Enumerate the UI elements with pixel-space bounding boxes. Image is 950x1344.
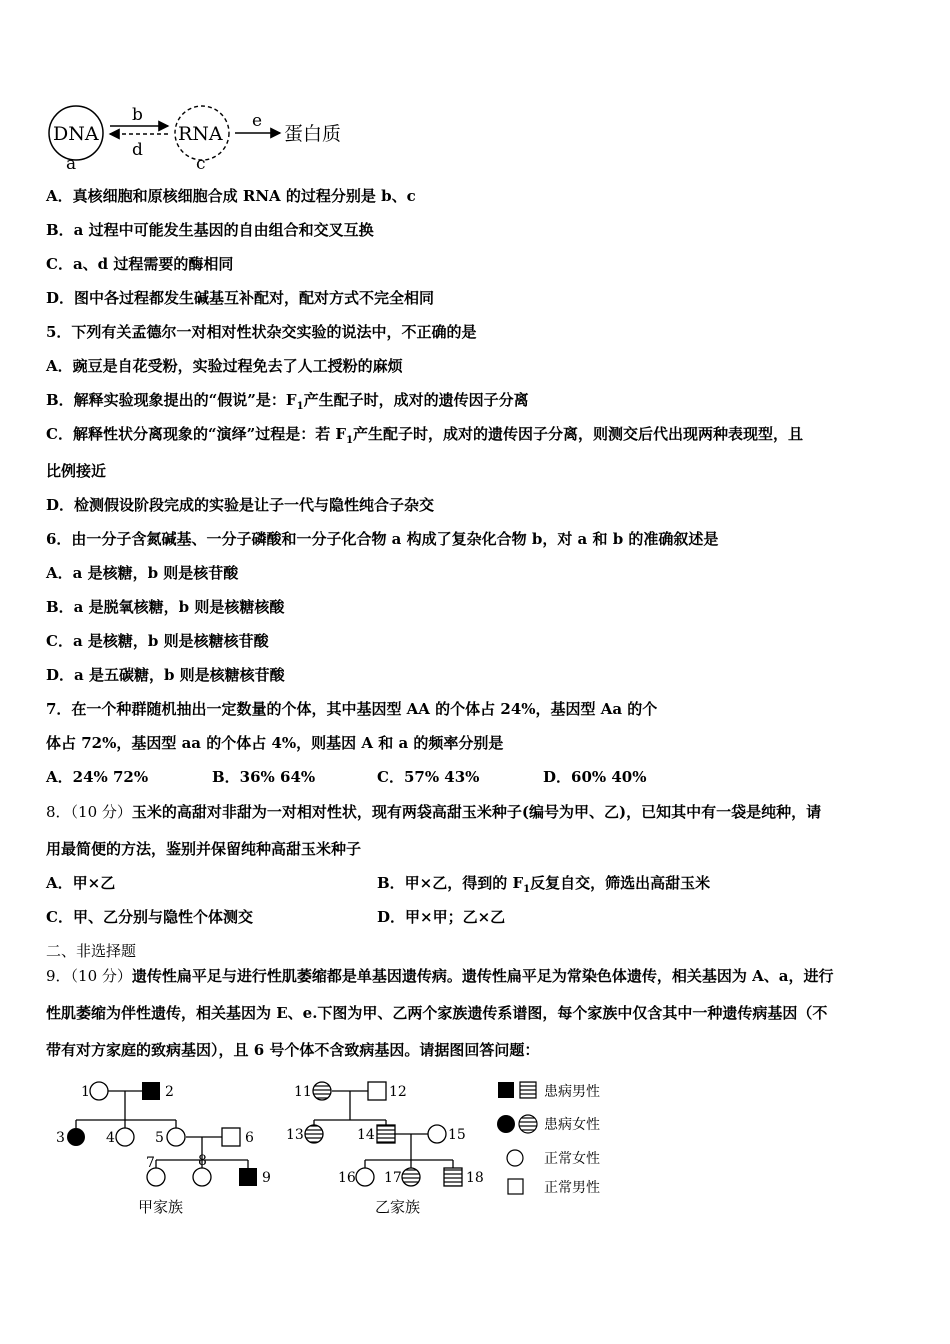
id-9: 9 bbox=[262, 1170, 271, 1186]
q5-option-a: A．豌豆是自花受粉，实验过程免去了人工授粉的麻烦 bbox=[46, 357, 403, 375]
q5-b-sub: 1 bbox=[296, 401, 304, 412]
q4-option-b: B．a 过程中可能发生基因的自由组合和交叉互换 bbox=[46, 221, 374, 239]
q8-b-sub: 1 bbox=[523, 884, 531, 895]
legend-normal-female bbox=[507, 1150, 523, 1166]
q5-c-pre: C．解释性状分离现象的“演绎”过程是：若 F bbox=[46, 425, 347, 443]
a-label: a bbox=[66, 154, 77, 174]
q7-option-d: D．60% 40% bbox=[543, 768, 647, 786]
individual-15 bbox=[428, 1125, 446, 1143]
q9-line2: 性肌萎缩为伴性遗传，相关基因为 E、e.下图为甲、乙两个家族遗传系谱图，每个家族中仅含其中一种遗传病基因（不 bbox=[46, 1004, 828, 1022]
q4-option-a: A．真核细胞和原核细胞合成 RNA 的过程分别是 b、c bbox=[46, 187, 416, 205]
legend-affected-male-label: 患病男性 bbox=[544, 1084, 600, 1100]
q9-line1-text: 遗传性扁平足与进行性肌萎缩都是单基因遗传病。遗传性扁平足为常染色体遗传，相关基因为 A、a，进行 bbox=[131, 967, 834, 985]
legend-affected-female-solid bbox=[497, 1115, 515, 1133]
id-13: 13 bbox=[286, 1127, 304, 1143]
legend-normal-male-label: 正常男性 bbox=[544, 1180, 600, 1196]
id-16: 16 bbox=[338, 1170, 356, 1186]
q9-line3: 带有对方家庭的致病基因），且 6 号个体不含致病基因。请据图回答问题： bbox=[46, 1041, 540, 1059]
id-14: 14 bbox=[357, 1127, 375, 1143]
q6-option-a: A．a 是核糖，b 则是核苷酸 bbox=[46, 564, 239, 582]
q6-option-b: B．a 是脱氧核糖，b 则是核糖核酸 bbox=[46, 598, 285, 616]
q6-option-d: D．a 是五碳糖，b 则是核糖核苷酸 bbox=[46, 666, 285, 684]
individual-16 bbox=[356, 1168, 374, 1186]
id-6: 6 bbox=[245, 1130, 254, 1146]
q7-option-b: B．36% 64% bbox=[212, 768, 316, 786]
e-label: e bbox=[252, 111, 263, 131]
section-title: 二、非选择题 bbox=[46, 942, 137, 960]
id-2: 2 bbox=[165, 1084, 174, 1100]
q5-option-b bbox=[46, 390, 529, 417]
q5-b-pre: B．解释实验现象提出的“假说”是：F bbox=[46, 391, 297, 409]
pedigree-diagram bbox=[50, 1072, 650, 1222]
individual-12 bbox=[368, 1082, 386, 1100]
individual-5 bbox=[167, 1128, 185, 1146]
legend-normal-male bbox=[508, 1179, 523, 1194]
q5-stem: 5．下列有关孟德尔一对相对性状杂交实验的说法中，不正确的是 bbox=[46, 323, 477, 341]
q9-line1 bbox=[46, 966, 834, 986]
q5-option-d: D．检测假设阶段完成的实验是让子一代与隐性纯合子杂交 bbox=[46, 496, 435, 514]
q5-option-c bbox=[46, 424, 803, 451]
q6-option-c: C．a 是核糖，b 则是核糖核苷酸 bbox=[46, 632, 269, 650]
q6-stem: 6．由一分子含氮碱基、一分子磷酸和一分子化合物 a 构成了复杂化合物 b，对 a 和 b 的准确叙述是 bbox=[46, 530, 719, 548]
q8-option-a: A．甲×乙 bbox=[46, 874, 116, 892]
individual-17 bbox=[402, 1168, 420, 1186]
c-label: c bbox=[196, 154, 206, 174]
q8-option-d: D．甲×甲；乙×乙 bbox=[377, 908, 506, 926]
legend-affected-male-hatch bbox=[520, 1082, 536, 1098]
q8-option-c: C．甲、乙分别与隐性个体测交 bbox=[46, 908, 253, 926]
d-label: d bbox=[132, 140, 143, 160]
id-5: 5 bbox=[155, 1130, 164, 1146]
individual-18 bbox=[444, 1168, 462, 1186]
individual-11 bbox=[313, 1082, 331, 1100]
legend-affected-female-hatch bbox=[519, 1115, 537, 1133]
q8-stem-line2: 用最简便的方法，鉴别并保留纯种高甜玉米种子 bbox=[46, 840, 362, 858]
family-jia-label: 甲家族 bbox=[138, 1198, 184, 1216]
q7-stem-line1: 7．在一个种群随机抽出一定数量的个体，其中基因型 AA 的个体占 24%，基因型 Aa 的个 bbox=[46, 700, 658, 718]
legend-affected-female-label: 患病女性 bbox=[544, 1117, 600, 1133]
q8-stem-text: 玉米的高甜对非甜为一对相对性状，现有两袋高甜玉米种子(编号为甲、乙)，已知其中有一袋是纯种，请 bbox=[131, 803, 822, 821]
b-label: b bbox=[132, 105, 143, 125]
id-12: 12 bbox=[389, 1084, 407, 1100]
id-3: 3 bbox=[56, 1130, 65, 1146]
q7-stem-line2: 体占 72%，基因型 aa 的个体占 4%，则基因 A 和 a 的频率分别是 bbox=[46, 734, 504, 752]
q7-option-a: A．24% 72% bbox=[46, 768, 149, 786]
individual-4 bbox=[116, 1128, 134, 1146]
individual-9 bbox=[239, 1168, 257, 1186]
individual-6 bbox=[222, 1128, 240, 1146]
q5-option-c-cont: 比例接近 bbox=[46, 462, 107, 480]
id-4: 4 bbox=[106, 1130, 115, 1146]
individual-8 bbox=[193, 1168, 211, 1186]
q7-option-c: C．57% 43% bbox=[377, 768, 480, 786]
id-17: 17 bbox=[384, 1170, 402, 1186]
id-11: 11 bbox=[294, 1084, 312, 1100]
id-1: 1 bbox=[81, 1084, 90, 1100]
q8-stem-line1 bbox=[46, 802, 821, 822]
q9-number: 9．（10 分） bbox=[46, 967, 132, 985]
q8-number: 8．（10 分） bbox=[46, 803, 132, 821]
q4-option-c: C．a、d 过程需要的酶相同 bbox=[46, 255, 234, 273]
protein-label: 蛋白质 bbox=[284, 123, 342, 145]
q8-option-b bbox=[377, 873, 710, 900]
legend-normal-female-label: 正常女性 bbox=[544, 1151, 600, 1167]
q5-c-post: 产生配子时，成对的遗传因子分离，则测交后代出现两种表现型，且 bbox=[353, 425, 804, 443]
individual-1 bbox=[90, 1082, 108, 1100]
id-7: 7 bbox=[146, 1155, 155, 1171]
family-yi-label: 乙家族 bbox=[375, 1198, 421, 1216]
id-18: 18 bbox=[466, 1170, 484, 1186]
individual-2 bbox=[142, 1082, 160, 1100]
q8-b-pre: B．甲×乙，得到的 F bbox=[377, 874, 524, 892]
individual-13 bbox=[305, 1125, 323, 1143]
q4-option-d: D．图中各过程都发生碱基互补配对，配对方式不完全相同 bbox=[46, 289, 435, 307]
id-15: 15 bbox=[448, 1127, 466, 1143]
central-dogma-diagram bbox=[40, 95, 400, 175]
q5-b-post: 产生配子时，成对的遗传因子分离 bbox=[303, 391, 529, 409]
rna-label: RNA bbox=[178, 123, 223, 145]
id-8: 8 bbox=[198, 1153, 207, 1169]
q8-b-post: 反复自交，筛选出高甜玉米 bbox=[530, 874, 711, 892]
dna-label: DNA bbox=[53, 123, 99, 145]
individual-3 bbox=[67, 1128, 85, 1146]
legend-affected-male-solid bbox=[498, 1082, 514, 1098]
q5-c-sub: 1 bbox=[346, 435, 354, 446]
individual-14 bbox=[377, 1125, 395, 1143]
